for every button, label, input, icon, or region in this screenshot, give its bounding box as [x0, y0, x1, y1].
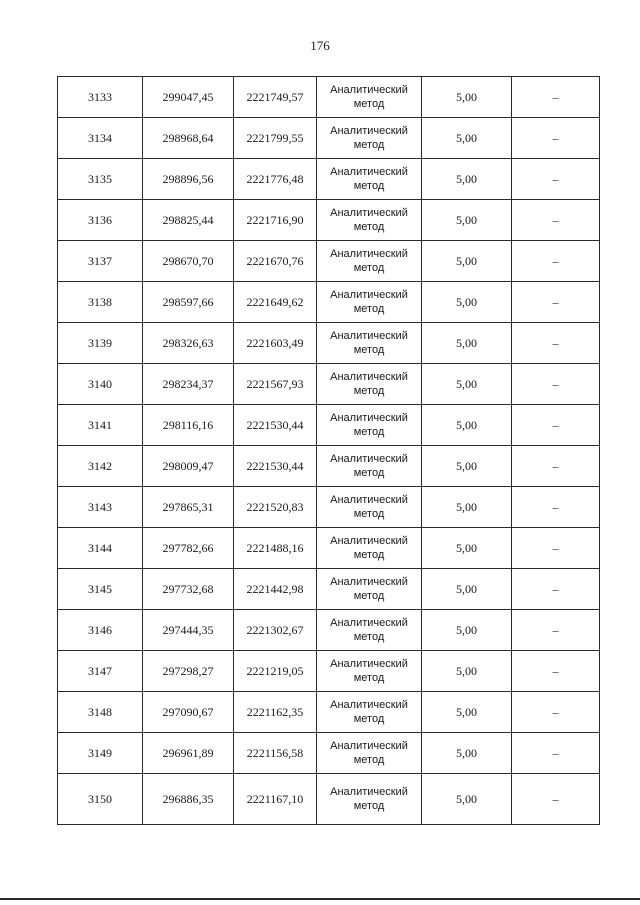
table-row [58, 774, 600, 825]
note-cell: – [512, 405, 600, 446]
x-coordinate-cell: 298234,37 [143, 364, 234, 405]
note-cell: – [512, 241, 600, 282]
method-line-1: Аналитический [330, 786, 408, 798]
y-coordinate-cell: 2221603,49 [234, 323, 317, 364]
method-line-2: метод [353, 139, 385, 151]
y-coordinate-cell: 2221716,90 [234, 200, 317, 241]
note-cell: – [512, 364, 600, 405]
method-cell [317, 446, 422, 487]
note-cell: – [512, 323, 600, 364]
method-line-1: Аналитический [330, 207, 408, 219]
point-number-cell: 3150 [58, 774, 143, 825]
point-number-cell: 3142 [58, 446, 143, 487]
method-line-2: метод [353, 426, 385, 438]
method-line-1: Аналитический [330, 658, 408, 670]
y-coordinate-cell: 2221530,44 [234, 446, 317, 487]
method-cell [317, 487, 422, 528]
method-cell [317, 323, 422, 364]
note-cell: – [512, 569, 600, 610]
x-coordinate-cell: 298968,64 [143, 118, 234, 159]
method-cell [317, 774, 422, 825]
method-line-1: Аналитический [330, 453, 408, 465]
method-cell [317, 241, 422, 282]
table-row [58, 487, 600, 528]
x-coordinate-cell: 297298,27 [143, 651, 234, 692]
table-row [58, 118, 600, 159]
method-line-1: Аналитический [330, 84, 408, 96]
precision-cell: 5,00 [422, 569, 512, 610]
table-row [58, 323, 600, 364]
point-number-cell: 3145 [58, 569, 143, 610]
y-coordinate-cell: 2221520,83 [234, 487, 317, 528]
y-coordinate-cell: 2221530,44 [234, 405, 317, 446]
point-number-cell: 3137 [58, 241, 143, 282]
point-number-cell: 3136 [58, 200, 143, 241]
precision-cell: 5,00 [422, 446, 512, 487]
method-cell [317, 610, 422, 651]
method-line-2: метод [353, 467, 385, 479]
precision-cell: 5,00 [422, 200, 512, 241]
note-cell: – [512, 528, 600, 569]
y-coordinate-cell: 2221167,10 [234, 774, 317, 825]
table-row [58, 569, 600, 610]
table-row [58, 528, 600, 569]
x-coordinate-cell: 298116,16 [143, 405, 234, 446]
point-number-cell: 3141 [58, 405, 143, 446]
table-row [58, 446, 600, 487]
point-number-cell: 3147 [58, 651, 143, 692]
note-cell: – [512, 159, 600, 200]
y-coordinate-cell: 2221649,62 [234, 282, 317, 323]
method-line-2: метод [353, 549, 385, 561]
method-line-1: Аналитический [330, 576, 408, 588]
y-coordinate-cell: 2221567,93 [234, 364, 317, 405]
method-line-1: Аналитический [330, 371, 408, 383]
method-line-2: метод [353, 98, 385, 110]
y-coordinate-cell: 2221670,76 [234, 241, 317, 282]
method-line-2: метод [353, 303, 385, 315]
x-coordinate-cell: 298326,63 [143, 323, 234, 364]
precision-cell: 5,00 [422, 405, 512, 446]
method-line-2: метод [353, 385, 385, 397]
note-cell: – [512, 118, 600, 159]
x-coordinate-cell: 297444,35 [143, 610, 234, 651]
table-row [58, 610, 600, 651]
method-line-1: Аналитический [330, 412, 408, 424]
y-coordinate-cell: 2221799,55 [234, 118, 317, 159]
precision-cell: 5,00 [422, 282, 512, 323]
page-bottom-rule [0, 898, 640, 900]
x-coordinate-cell: 297732,68 [143, 569, 234, 610]
point-number-cell: 3135 [58, 159, 143, 200]
point-number-cell: 3143 [58, 487, 143, 528]
point-number-cell: 3134 [58, 118, 143, 159]
point-number-cell: 3148 [58, 692, 143, 733]
method-cell [317, 282, 422, 323]
precision-cell: 5,00 [422, 77, 512, 118]
x-coordinate-cell: 297782,66 [143, 528, 234, 569]
x-coordinate-cell: 298597,66 [143, 282, 234, 323]
method-cell [317, 692, 422, 733]
method-line-2: метод [353, 800, 385, 812]
method-line-1: Аналитический [330, 166, 408, 178]
table-row [58, 77, 600, 118]
method-line-1: Аналитический [330, 494, 408, 506]
method-cell [317, 159, 422, 200]
table-row [58, 733, 600, 774]
method-cell [317, 77, 422, 118]
precision-cell: 5,00 [422, 323, 512, 364]
point-number-cell: 3146 [58, 610, 143, 651]
table-row [58, 364, 600, 405]
note-cell: – [512, 282, 600, 323]
coordinates-table-body [58, 77, 600, 825]
x-coordinate-cell: 298896,56 [143, 159, 234, 200]
table-row [58, 159, 600, 200]
point-number-cell: 3139 [58, 323, 143, 364]
precision-cell: 5,00 [422, 692, 512, 733]
method-line-1: Аналитический [330, 617, 408, 629]
table-row [58, 405, 600, 446]
x-coordinate-cell: 296886,35 [143, 774, 234, 825]
x-coordinate-cell: 298825,44 [143, 200, 234, 241]
table-row [58, 692, 600, 733]
point-number-cell: 3140 [58, 364, 143, 405]
method-cell [317, 528, 422, 569]
note-cell: – [512, 651, 600, 692]
method-cell [317, 651, 422, 692]
note-cell: – [512, 610, 600, 651]
note-cell: – [512, 200, 600, 241]
precision-cell: 5,00 [422, 487, 512, 528]
method-line-2: метод [353, 754, 385, 766]
x-coordinate-cell: 298670,70 [143, 241, 234, 282]
method-cell [317, 569, 422, 610]
note-cell: – [512, 487, 600, 528]
method-line-2: метод [353, 590, 385, 602]
method-line-1: Аналитический [330, 535, 408, 547]
note-cell: – [512, 774, 600, 825]
precision-cell: 5,00 [422, 610, 512, 651]
method-line-2: метод [353, 262, 385, 274]
x-coordinate-cell: 298009,47 [143, 446, 234, 487]
method-line-2: метод [353, 221, 385, 233]
y-coordinate-cell: 2221219,05 [234, 651, 317, 692]
x-coordinate-cell: 297865,31 [143, 487, 234, 528]
point-number-cell: 3138 [58, 282, 143, 323]
method-line-1: Аналитический [330, 289, 408, 301]
method-line-2: метод [353, 344, 385, 356]
method-line-2: метод [353, 713, 385, 725]
method-line-2: метод [353, 672, 385, 684]
table-row [58, 200, 600, 241]
method-line-2: метод [353, 631, 385, 643]
method-line-1: Аналитический [330, 125, 408, 137]
method-line-2: метод [353, 508, 385, 520]
method-line-1: Аналитический [330, 699, 408, 711]
coordinates-table [57, 76, 600, 825]
precision-cell: 5,00 [422, 774, 512, 825]
y-coordinate-cell: 2221488,16 [234, 528, 317, 569]
method-line-1: Аналитический [330, 330, 408, 342]
precision-cell: 5,00 [422, 241, 512, 282]
y-coordinate-cell: 2221442,98 [234, 569, 317, 610]
note-cell: – [512, 733, 600, 774]
precision-cell: 5,00 [422, 528, 512, 569]
point-number-cell: 3149 [58, 733, 143, 774]
y-coordinate-cell: 2221302,67 [234, 610, 317, 651]
y-coordinate-cell: 2221749,57 [234, 77, 317, 118]
x-coordinate-cell: 299047,45 [143, 77, 234, 118]
note-cell: – [512, 692, 600, 733]
precision-cell: 5,00 [422, 651, 512, 692]
x-coordinate-cell: 297090,67 [143, 692, 234, 733]
precision-cell: 5,00 [422, 364, 512, 405]
table-row [58, 651, 600, 692]
method-cell [317, 118, 422, 159]
precision-cell: 5,00 [422, 118, 512, 159]
x-coordinate-cell: 296961,89 [143, 733, 234, 774]
precision-cell: 5,00 [422, 159, 512, 200]
method-cell [317, 405, 422, 446]
point-number-cell: 3133 [58, 77, 143, 118]
method-cell [317, 733, 422, 774]
precision-cell: 5,00 [422, 733, 512, 774]
note-cell: – [512, 446, 600, 487]
y-coordinate-cell: 2221776,48 [234, 159, 317, 200]
point-number-cell: 3144 [58, 528, 143, 569]
note-cell: – [512, 77, 600, 118]
table-row [58, 241, 600, 282]
method-line-2: метод [353, 180, 385, 192]
method-line-1: Аналитический [330, 740, 408, 752]
page-number: 176 [310, 38, 330, 53]
table-row [58, 282, 600, 323]
y-coordinate-cell: 2221162,35 [234, 692, 317, 733]
method-cell [317, 364, 422, 405]
method-cell [317, 200, 422, 241]
y-coordinate-cell: 2221156,58 [234, 733, 317, 774]
method-line-1: Аналитический [330, 248, 408, 260]
